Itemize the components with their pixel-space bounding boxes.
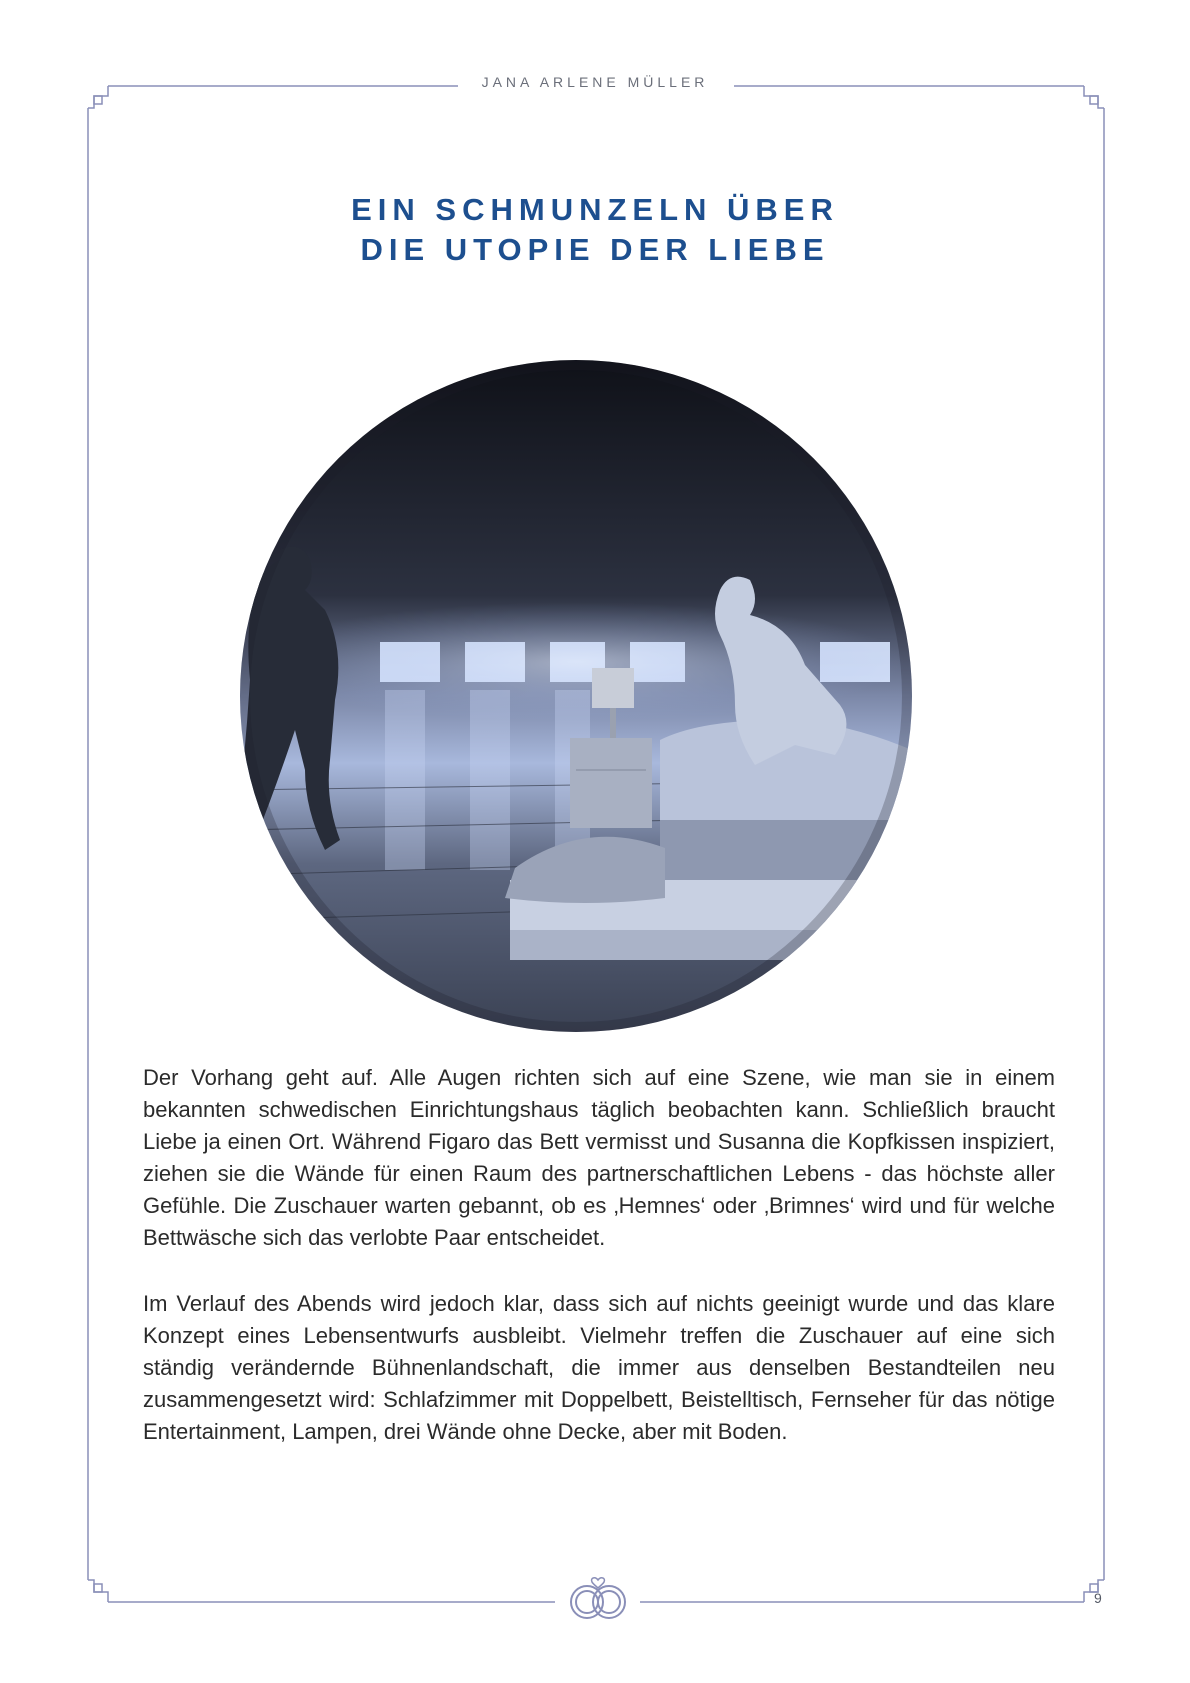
title-line-2: DIE UTOPIE DER LIEBE [360,232,830,267]
stage-photo [240,360,912,1032]
author-name: JANA ARLENE MÜLLER [481,74,709,90]
nightstand [570,738,652,828]
corner-ornament-bottom-left [88,1580,108,1602]
rings-icon [571,1578,625,1618]
article-body [143,1062,1055,1482]
page-number: 9 [1094,1590,1102,1606]
title-line-1: EIN SCHMUNZELN ÜBER [351,192,839,227]
page-title [0,190,1190,270]
paragraph-1: Der Vorhang geht auf. Alle Augen richten sich auf eine Szene, wie man sie in einem bekannten schwedischen Einrichtungshaus täglich beobachten kann. Schließlich braucht Liebe ja einen Ort. Während Figaro das Bett vermisst und Susanna die Kopfkissen inspiziert, ziehen sie die Wände für einen Raum des partnerschaftlichen Lebens - das höchste aller Gefühle. Die Zuschauer warten gebannt, ob es ‚Hemnes‘ oder ‚Brimnes‘ wird und für welche Bettwäsche sich das verlobte Paar entscheidet. [143,1065,1055,1250]
paragraph-2: Im Verlauf des Abends wird jedoch klar, dass sich auf nichts geeinigt wurde und das klare Konzept eines Lebensentwurfs ausbleibt. Vielmehr treffen die Zuschauer auf eine sich ständig verändernde Bühnenlandschaft, die immer aus denselben Bestandteilen neu zusammengesetzt wird: Schlafzimmer mit Doppelbett, Beistelltisch, Fernseher für das nötige Entertainment, Lampen, drei Wände ohne Decke, aber mit Boden. [143,1291,1055,1444]
